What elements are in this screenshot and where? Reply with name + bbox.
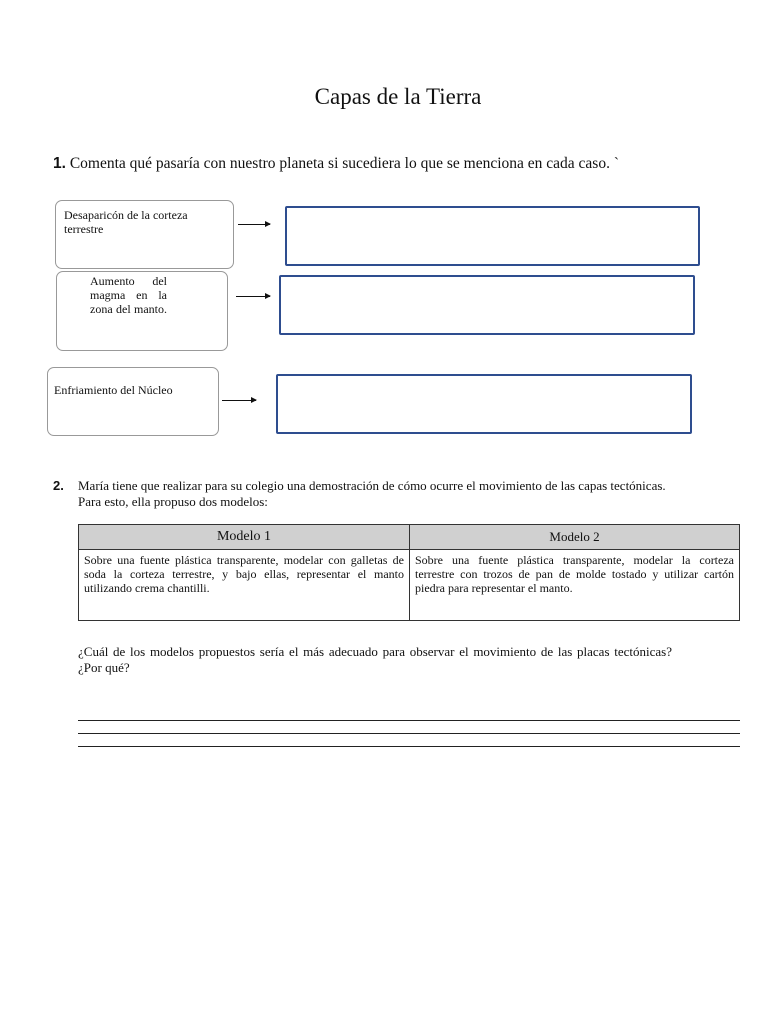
- question-2-number: 2.: [53, 478, 64, 493]
- case-label-2: Aumento del magma en la zona del manto.: [90, 274, 167, 316]
- question-1-number: 1.: [53, 155, 66, 172]
- question-1: [53, 154, 668, 173]
- case-label-3: Enfriamiento del Núcleo: [54, 383, 173, 397]
- arrow-3: [222, 400, 256, 401]
- question-1-text: Comenta qué pasaría con nuestro planeta si sucediera lo que se menciona en cada caso. `: [69, 155, 619, 172]
- answer-line-2[interactable]: [78, 733, 740, 734]
- question-2: [53, 478, 683, 510]
- model-1-description: Sobre una fuente plástica transparente, modelar con galletas de soda la corteza terrestre, y bajo ellas, representar el manto utilizando crema chantilli.: [79, 550, 410, 621]
- models-table: [78, 524, 740, 621]
- arrow-1: [238, 224, 270, 225]
- models-description-row: [79, 550, 740, 621]
- question-2-text: María tiene que realizar para su colegio una demostración de cómo ocurre el movimiento de las capas tectónicas. Para esto, ella propuso dos modelos:: [78, 478, 666, 509]
- model-2-header: Modelo 2: [410, 525, 740, 550]
- page-title: Capas de la Tierra: [314, 84, 482, 109]
- arrow-2: [236, 296, 270, 297]
- answer-line-1[interactable]: [78, 720, 740, 721]
- models-header-row: [79, 525, 740, 550]
- answer-box-1[interactable]: [285, 206, 700, 266]
- case-card-3: [47, 367, 219, 436]
- answer-box-3[interactable]: [276, 374, 692, 434]
- answer-line-3[interactable]: [78, 746, 740, 747]
- model-1-header: Modelo 1: [79, 525, 410, 550]
- case-card-1: [55, 200, 234, 269]
- case-label-1: Desaparicón de la corteza terrestre: [64, 208, 188, 236]
- answer-box-2[interactable]: [279, 275, 695, 335]
- followup-question: ¿Cuál de los modelos propuestos sería el más adecuado para observar el movimiento de las placas tectónicas? ¿Por qué?: [78, 644, 672, 675]
- case-card-2: [56, 271, 228, 351]
- model-2-description: Sobre una fuente plástica transparente, modelar la corteza terrestre con trozos de pan de molde tostado y utilizar cartón piedra para representar el manto.: [410, 550, 740, 621]
